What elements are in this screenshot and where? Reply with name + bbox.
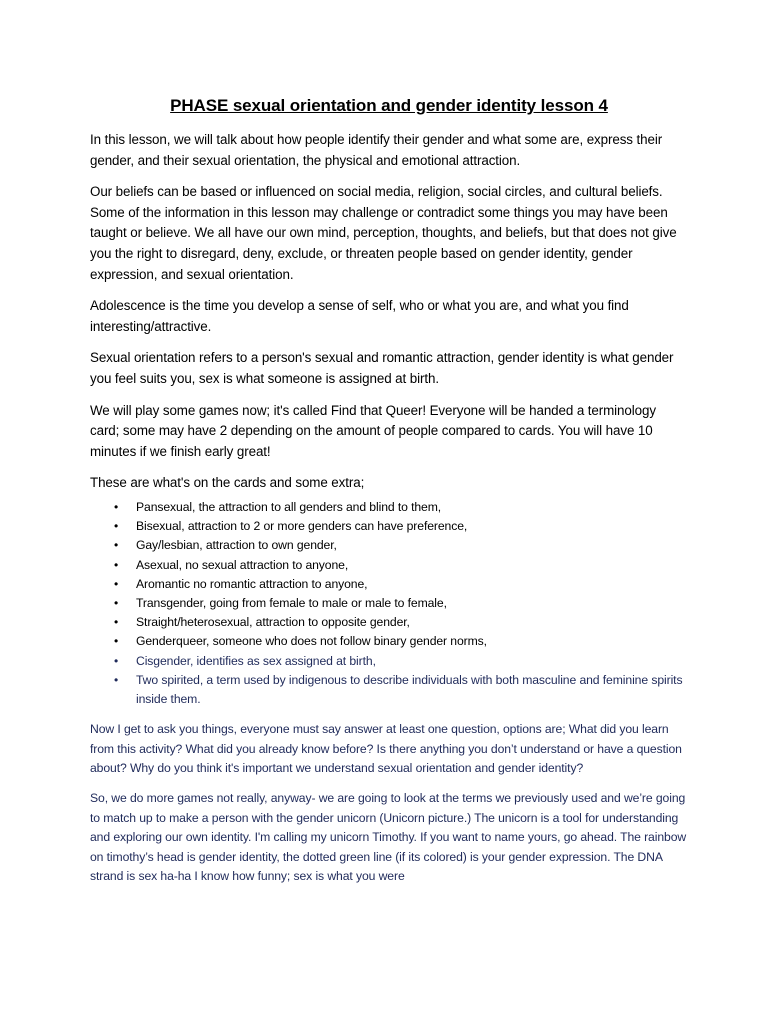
paragraph-adolescence: Adolescence is the time you develop a sense of self, who or what you are, and what you find interesting/attractive. xyxy=(90,298,629,334)
list-item xyxy=(90,652,688,671)
paragraph-unicorn: So, we do more games not really, anyway- we are going to look at the terms we previously used and we’re going to match up to make a person with the gender unicorn (Unicorn picture.) The unicorn is a tool for understanding and exploring our own identity. I'm calling my unicorn Timothy. If you want to name yours, go ahead. The rainbow on timothy’s head is gender identity, the dotted green line (if its colored) is your gender expression. The DNA strand is sex ha-ha I know how funny; sex is what you were xyxy=(90,790,687,884)
list-item xyxy=(90,517,688,536)
term-text: Gay/lesbian, attraction to own gender, xyxy=(136,538,337,553)
list-item xyxy=(90,632,688,651)
bullet-icon: • xyxy=(114,499,119,514)
paragraph-definitions: Sexual orientation refers to a person's sexual and romantic attraction, gender identity is what gender you feel suits you, sex is what someone is assigned at birth. xyxy=(90,350,674,386)
paragraph-game: We will play some games now; it's called Find that Queer! Everyone will be handed a terminology card; some may have 2 depending on the amount of people compared to cards. You will have 10 minutes if we finish early great! xyxy=(90,402,656,459)
bullet-icon: • xyxy=(114,672,119,687)
term-text: Pansexual, the attraction to all genders and blind to them, xyxy=(136,499,442,514)
term-text: Aromantic no romantic attraction to anyone, xyxy=(136,576,368,591)
bullet-icon: • xyxy=(114,576,119,591)
bullet-icon: • xyxy=(114,615,119,630)
bullet-icon: • xyxy=(114,519,119,534)
document-page xyxy=(90,94,688,897)
bullet-icon: • xyxy=(114,653,119,668)
list-item xyxy=(90,556,688,575)
term-text: Cisgender, identifies as sex assigned at birth, xyxy=(136,653,376,668)
list-item xyxy=(90,498,688,517)
bullet-icon: • xyxy=(114,557,119,572)
bullet-icon: • xyxy=(114,634,119,649)
bullet-icon: • xyxy=(114,538,119,553)
list-item xyxy=(90,536,688,555)
terms-list xyxy=(90,498,688,709)
term-text: Transgender, going from female to male or male to female, xyxy=(136,595,447,610)
list-item xyxy=(90,671,688,709)
list-item xyxy=(90,575,688,594)
term-text: Two spirited, a term used by indigenous to describe individuals with both masculine and feminine spirits inside them. xyxy=(136,672,683,706)
list-item xyxy=(90,594,688,613)
bullet-icon: • xyxy=(114,595,119,610)
term-text: Genderqueer, someone who does not follow binary gender norms, xyxy=(136,634,487,649)
paragraph-intro: In this lesson, we will talk about how people identify their gender and what some are, express their gender, and their sexual orientation, the physical and emotional attraction. xyxy=(90,132,663,168)
paragraph-questions: Now I get to ask you things, everyone must say answer at least one question, options are; What did you learn from this activity? What did you already know before? Is there anything you don’t understand or have a question about? Why do you think it's important we understand sexual orientation and gender identity? xyxy=(90,722,682,776)
paragraph-beliefs: Our beliefs can be based or influenced on social media, religion, social circles, and cultural beliefs. Some of the information in this lesson may challenge or contradict some things you may have been taught or believe. We all have our own mind, perception, thoughts, and beliefs, but that does not give you the right to disregard, deny, exclude, or threaten people based on gender identity, gender expression, and sexual orientation. xyxy=(90,184,677,282)
term-text: Straight/heterosexual, attraction to opposite gender, xyxy=(136,615,410,630)
term-text: Asexual, no sexual attraction to anyone, xyxy=(136,557,349,572)
list-item xyxy=(90,613,688,632)
term-text: Bisexual, attraction to 2 or more genders can have preference, xyxy=(136,519,468,534)
document-title: PHASE sexual orientation and gender identity lesson 4 xyxy=(170,96,608,115)
paragraph-cards-intro: These are what's on the cards and some extra; xyxy=(90,475,365,491)
